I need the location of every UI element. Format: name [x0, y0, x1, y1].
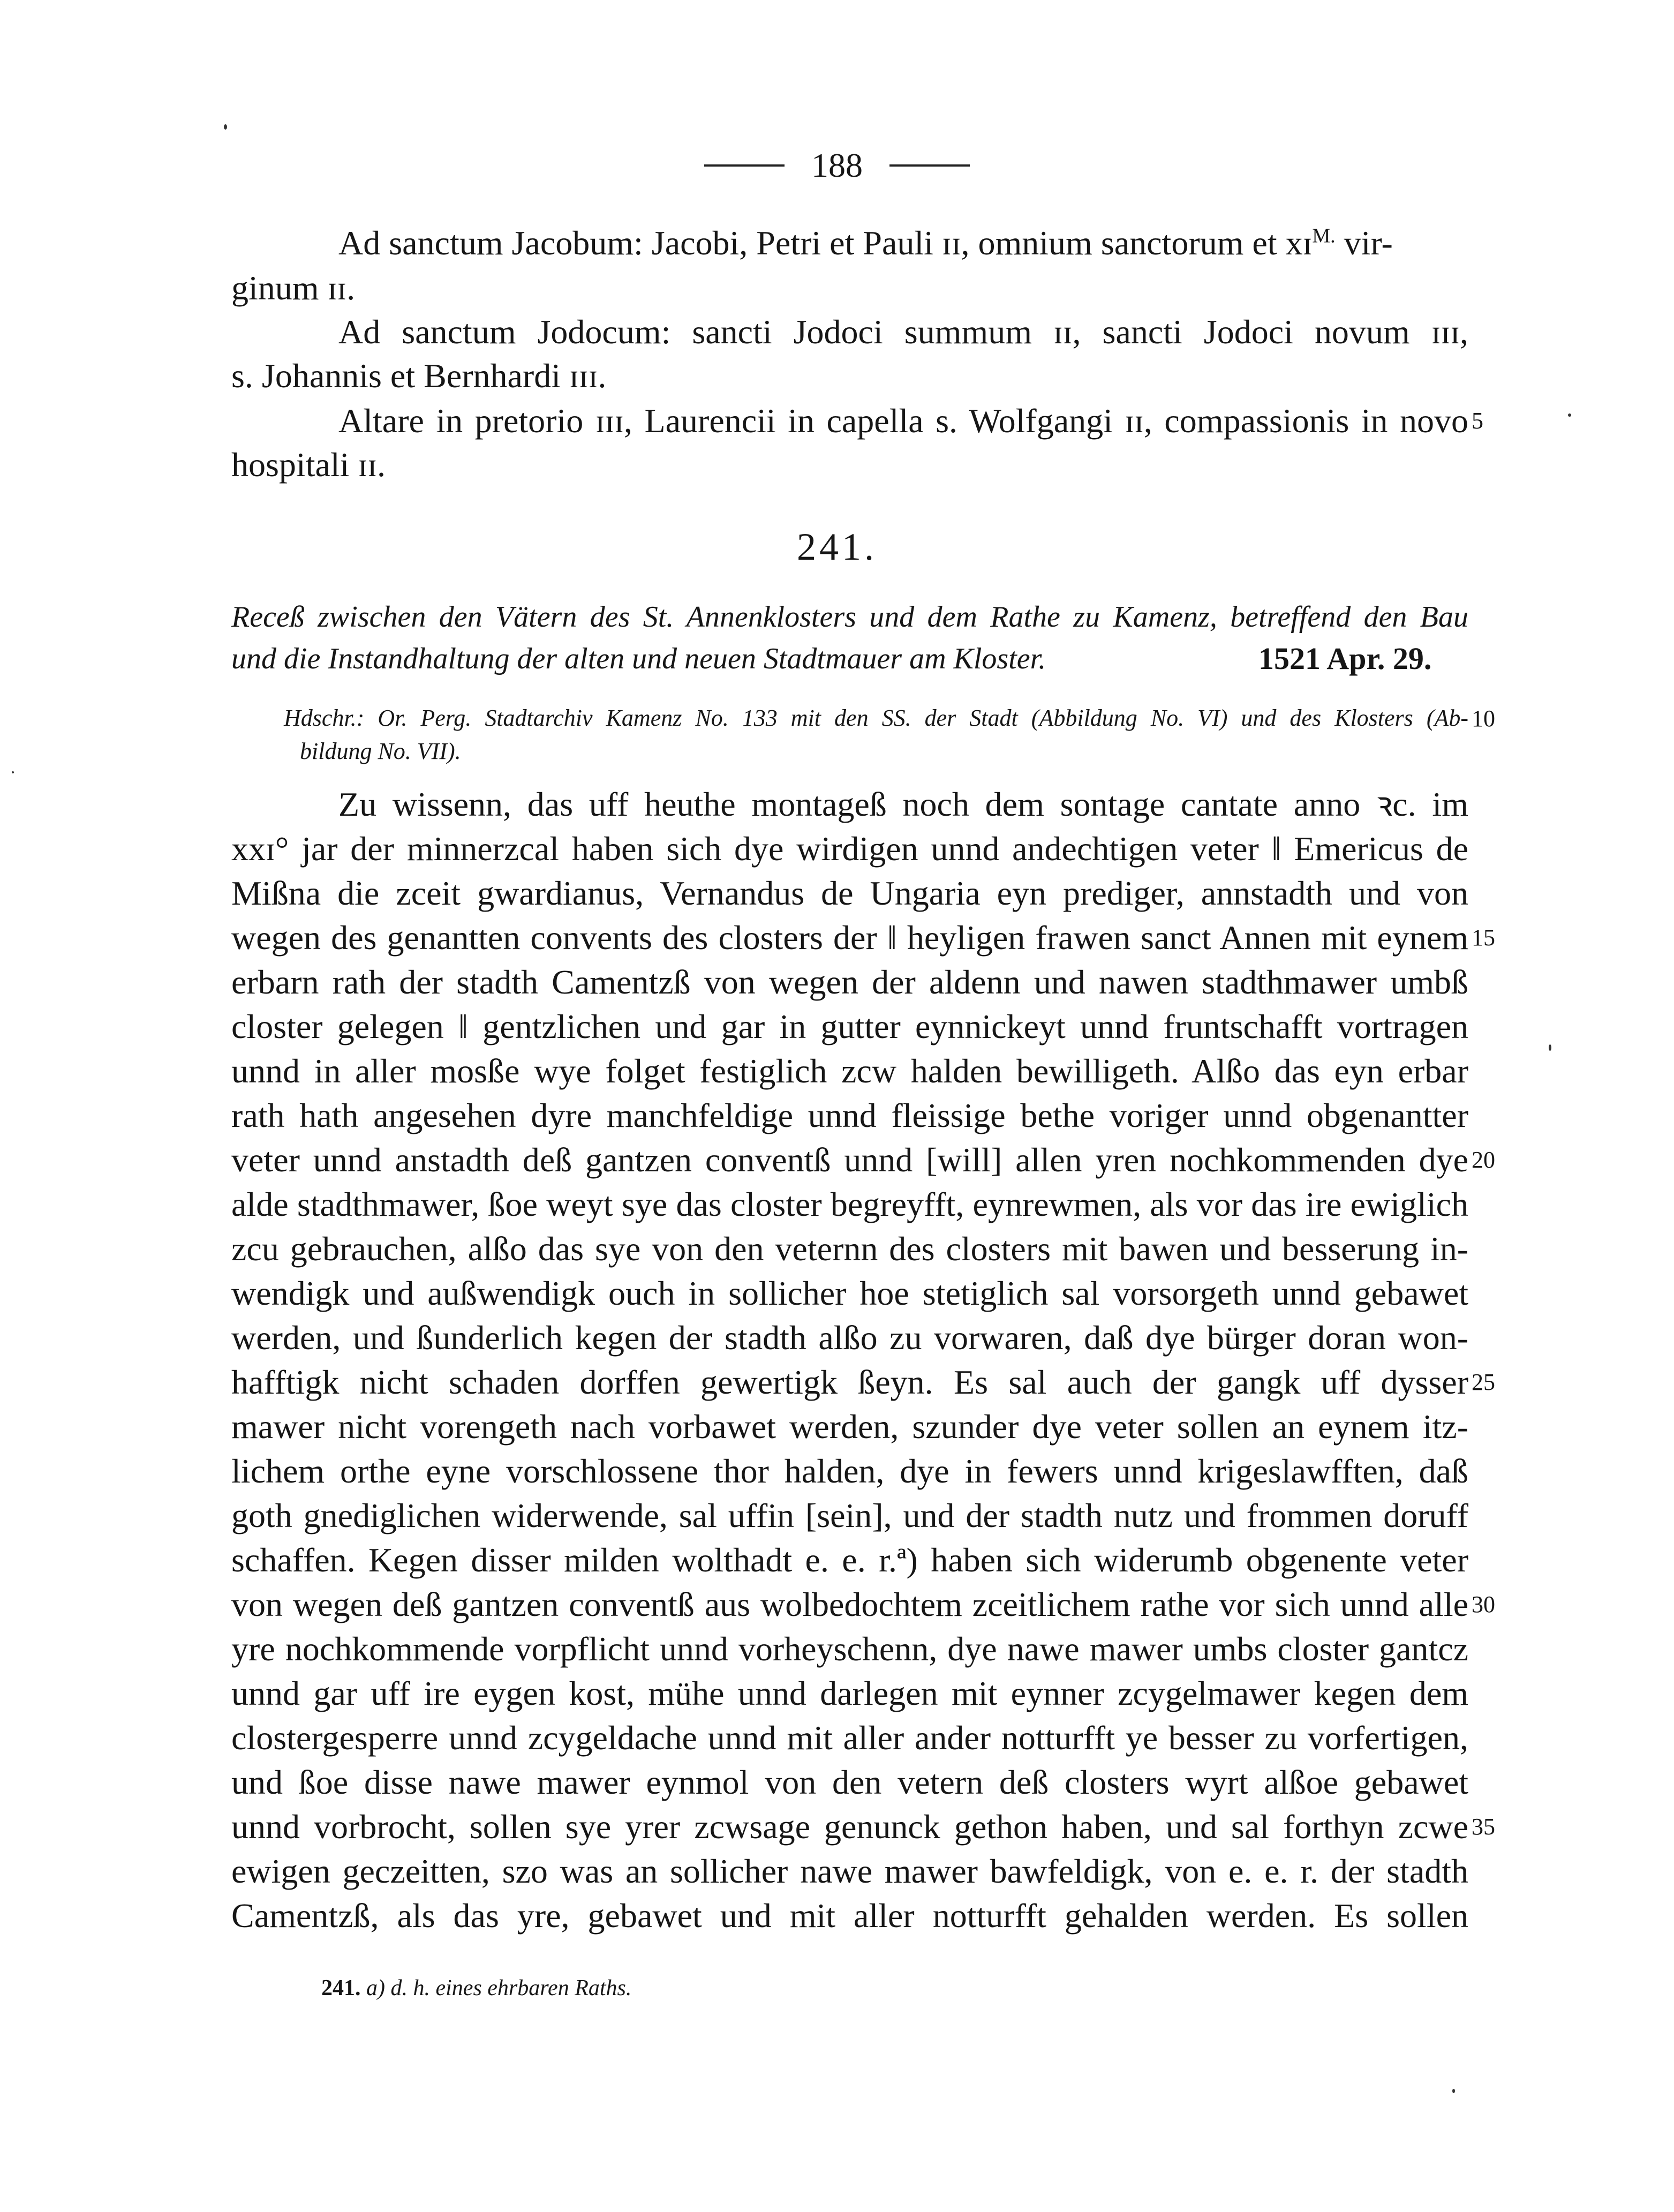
regest-line-1: Receß zwischen den Vätern des St. Annenklosters und dem Rathe zu Kamenz, betreffend den Bau [231, 600, 1468, 634]
body-line: unnd vorbrocht, sollen sye yrer zcwsage genunck gethon haben, und sal forthyn zcwe [231, 1808, 1468, 1846]
line-number-25: 25 [1472, 1369, 1495, 1395]
top-line-1-tail: vir- [1335, 224, 1393, 262]
scan-speck [1568, 413, 1571, 417]
body-line: veter unnd anstadth deß gantzen conventß unnd [will] allen yren nochkommenden dye [231, 1141, 1468, 1179]
body-line: werden, und ßunderlich kegen der stadth alßo zu vorwaren, daß dye bürger doran won- [231, 1319, 1468, 1357]
body-line: erbarn rath der stadth Camentzß von wegen der aldenn und nawen stadthmawer umbß [231, 963, 1468, 1001]
top-line-2: ginum ɪɪ. [231, 269, 356, 307]
body-line: wegen des genantten convents des closters der ‖ heyligen frawen sanct Annen mit eynem [231, 919, 1468, 957]
document-date: 1521 Apr. 29. [1258, 641, 1432, 676]
body-line: alde stadthmawer, ßoe weyt sye das closter begreyfft, eynrewmen, als vor das ire ewiglich [231, 1185, 1468, 1223]
body-line: yre nochkommende vorpflicht unnd vorheyschenn, dye nawe mawer umbs closter gantcz [231, 1630, 1468, 1668]
body-line: rath hath angesehen dyre manchfeldige unnd fleissige bethe voriger unnd obgenantter [231, 1096, 1468, 1134]
rule-right [889, 164, 970, 167]
body-line: zcu gebrauchen, alßo das sye von den veternn des closters mit bawen und besserung in- [231, 1230, 1468, 1268]
body-line: Zu wissenn, das uff heuthe montageß noch dem sontage cantate anno ꝛc. im [338, 785, 1468, 823]
footnote [321, 1972, 631, 2004]
line-number-10: 10 [1472, 705, 1495, 732]
scan-speck [1452, 2089, 1455, 2093]
body-line: wendigk und außwendigk ouch in sollicher hoe stetiglich sal vorsorgeth unnd gebawet [231, 1274, 1468, 1312]
scan-speck [1549, 1044, 1551, 1051]
body-line: unnd gar uff ire eygen kost, mühe unnd darlegen mit eynner zcygelmawer kegen dem [231, 1674, 1468, 1712]
document-number: 241. [797, 525, 877, 568]
line-number-30: 30 [1472, 1591, 1495, 1617]
page-number-header [0, 146, 1674, 185]
body-line: und ßoe disse nawe mawer eynmol von den vetern deß closters wyrt alßoe gebawet [231, 1763, 1468, 1801]
line-number-35: 35 [1472, 1814, 1495, 1840]
top-line-5: Altare in pretorio ɪɪɪ, Laurencii in capella s. Wolfgangi ɪɪ, compassionis in novo [338, 402, 1468, 440]
page-number: 188 [811, 146, 863, 184]
top-line-6: hospitali ɪɪ. [231, 446, 386, 484]
body-line: goth gnediglichen widerwende, sal uffin [sein], und der stadth nutz und frommen doruff [231, 1496, 1468, 1534]
source-line-1: Hdschr.: Or. Perg. Stadtarchiv Kamenz No. 133 mit den SS. der Stadt (Abbildung No. VI) und des Klosters (Ab- [284, 705, 1468, 731]
top-line-3: Ad sanctum Jodocum: sancti Jodoci summum ɪɪ, sancti Jodoci novum ɪɪɪ, [338, 313, 1468, 351]
top-line-1 [338, 221, 1468, 265]
body-line: ewigen geczeitten, szo was an sollicher nawe mawer bawfeldigk, von e. e. r. der stadth [231, 1852, 1468, 1890]
body-line: unnd in aller mosße wye folget festiglich zcw halden bewilligeth. Alßo das eyn erbar [231, 1052, 1468, 1090]
line-number-20: 20 [1472, 1147, 1495, 1173]
body-line: mawer nicht vorengeth nach vorbawet werden, szunder dye veter sollen an eynem itz- [231, 1408, 1468, 1446]
top-line-4: s. Johannis et Bernhardi ɪɪɪ. [231, 357, 607, 395]
scan-speck [12, 771, 14, 773]
line-number-15: 15 [1472, 924, 1495, 951]
footnote-text: a) d. h. eines ehrbaren Raths. [366, 1976, 632, 2000]
body-line: Camentzß, als das yre, gebawet und mit aller notturfft gehalden werden. Es sollen [231, 1897, 1468, 1935]
body-line: schaffen. Kegen disser milden wolthadt e. e. r.ª) haben sich widerumb obgenente veter [231, 1541, 1468, 1579]
body-line: clostergesperre unnd zcygeldache unnd mit aller ander notturfft ye besser zu vorfertigen, [231, 1719, 1468, 1757]
line-number-5: 5 [1472, 408, 1483, 434]
footnote-ref: 241. [321, 1976, 361, 2000]
body-line: lichem orthe eyne vorschlossene thor halden, dye in fewers unnd krigeslawfften, daß [231, 1452, 1468, 1490]
body-line: closter gelegen ‖ gentzlichen und gar in gutter eynnickeyt unnd fruntschafft vortragen [231, 1007, 1468, 1045]
regest-line-2: und die Instandhaltung der alten und neuen Stadtmauer am Kloster. [231, 642, 1046, 675]
body-line: xxɪ° jar der minnerzcal haben sich dye wirdigen unnd andechtigen veter ‖ Emericus de [231, 830, 1468, 868]
top-line-1-text: Ad sanctum Jacobum: Jacobi, Petri et Pauli ɪɪ, omnium sanctorum et xɪ [338, 224, 1313, 262]
source-line-2: bildung No. VII). [300, 738, 461, 764]
body-line: Mißna die zceit gwardianus, Vernandus de Ungaria eyn prediger, annstadth und von [231, 874, 1468, 912]
body-line: von wegen deß gantzen conventß aus wolbedochtem zceitlichem rathe vor sich unnd alle [231, 1585, 1468, 1623]
rule-left [704, 164, 785, 167]
scan-speck [224, 124, 227, 130]
superscript: M. [1312, 224, 1336, 247]
body-line: hafftigk nicht schaden dorffen gewertigk ßeyn. Es sal auch der gangk uff dysser [231, 1363, 1468, 1401]
